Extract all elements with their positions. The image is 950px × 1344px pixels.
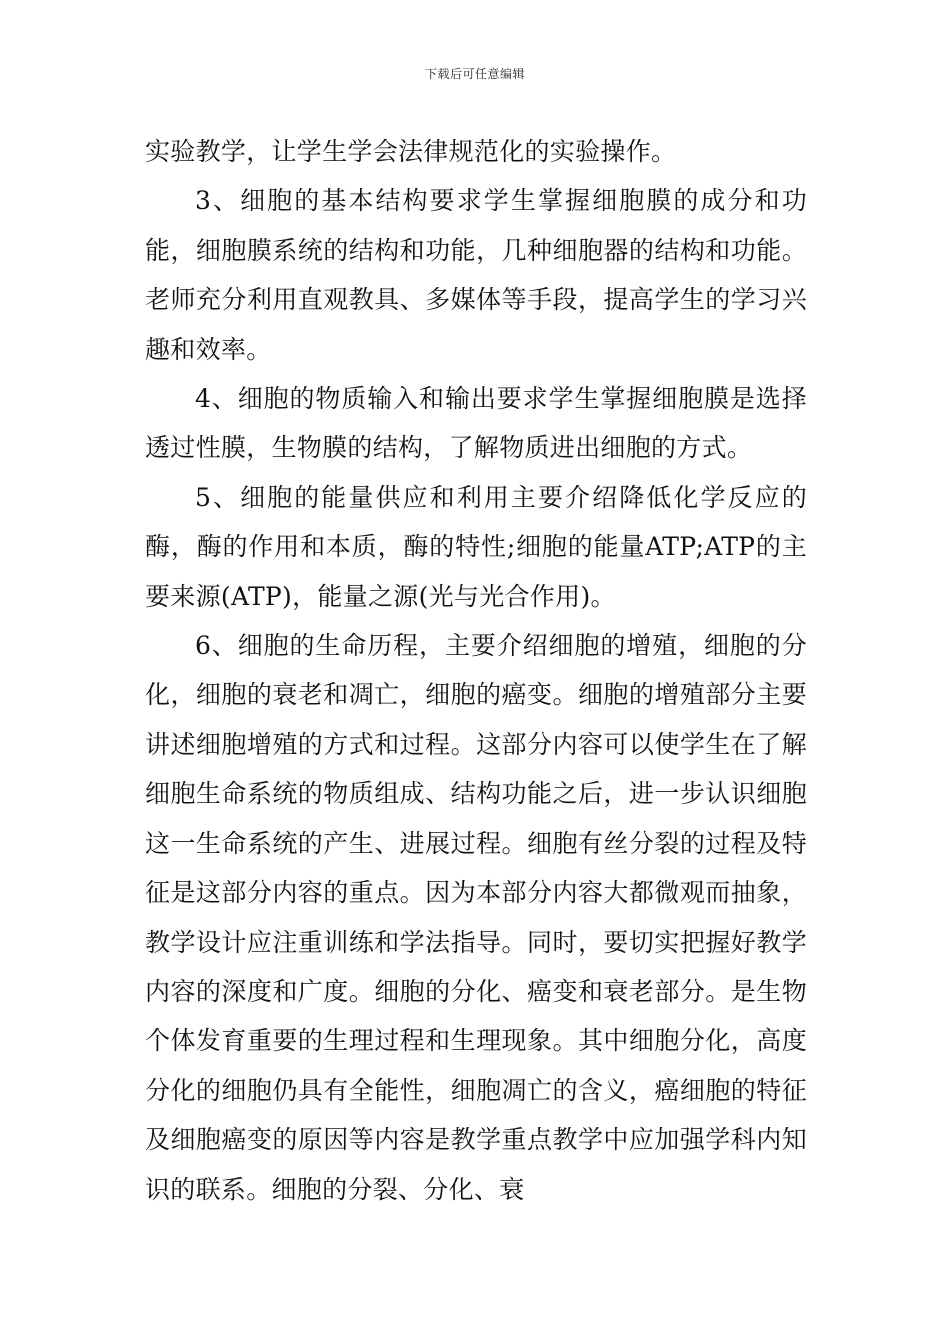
paragraph-continuation: 实验教学，让学生学会法律规范化的实验操作。 — [145, 137, 677, 166]
paragraph-item-6: 6、细胞的生命历程，主要介绍细胞的增殖，细胞的分化，细胞的衰老和凋亡，细胞的癌变。细胞的增殖部分主要讲述细胞增殖的方式和过程。这部分内容可以使学生在了解细胞生命系统的物质组成、结构功能之后，进一步认识细胞这一生命系统的产生、进展过程。细胞有丝分裂的过程及特征是这部分内容的重点。因为本部分内容大都微观而抽象，教学设计应注重训练和学法指导。同时，要切实把握好教学内容的深度和广度。细胞的分化、癌变和衰老部分。是生物个体发育重要的生理过程和生理现象。其中细胞分化，高度分化的细胞仍具有全能性，细胞凋亡的含义，癌细胞的特征及细胞癌变的原因等内容是教学重点教学中应加强学科内知识的联系。细胞的分裂、分化、衰 — [145, 631, 807, 1204]
paragraph-item-5: 5、细胞的能量供应和利用主要介绍降低化学反应的酶，酶的作用和本质，酶的特性;细胞的能量ATP;ATP的主要来源(ATP)，能量之源(光与光合作用)。 — [145, 482, 807, 611]
page-header: 下载后可任意编辑 — [424, 67, 525, 81]
paragraph-item-3: 3、细胞的基本结构要求学生掌握细胞膜的成分和功能，细胞膜系统的结构和功能，几种细胞器的结构和功能。老师充分利用直观教具、多媒体等手段，提高学生的学习兴趣和效率。 — [145, 186, 807, 364]
document-body — [145, 127, 807, 1214]
paragraph-item-4: 4、细胞的物质输入和输出要求学生掌握细胞膜是选择透过性膜，生物膜的结构，了解物质进出细胞的方式。 — [145, 384, 807, 463]
